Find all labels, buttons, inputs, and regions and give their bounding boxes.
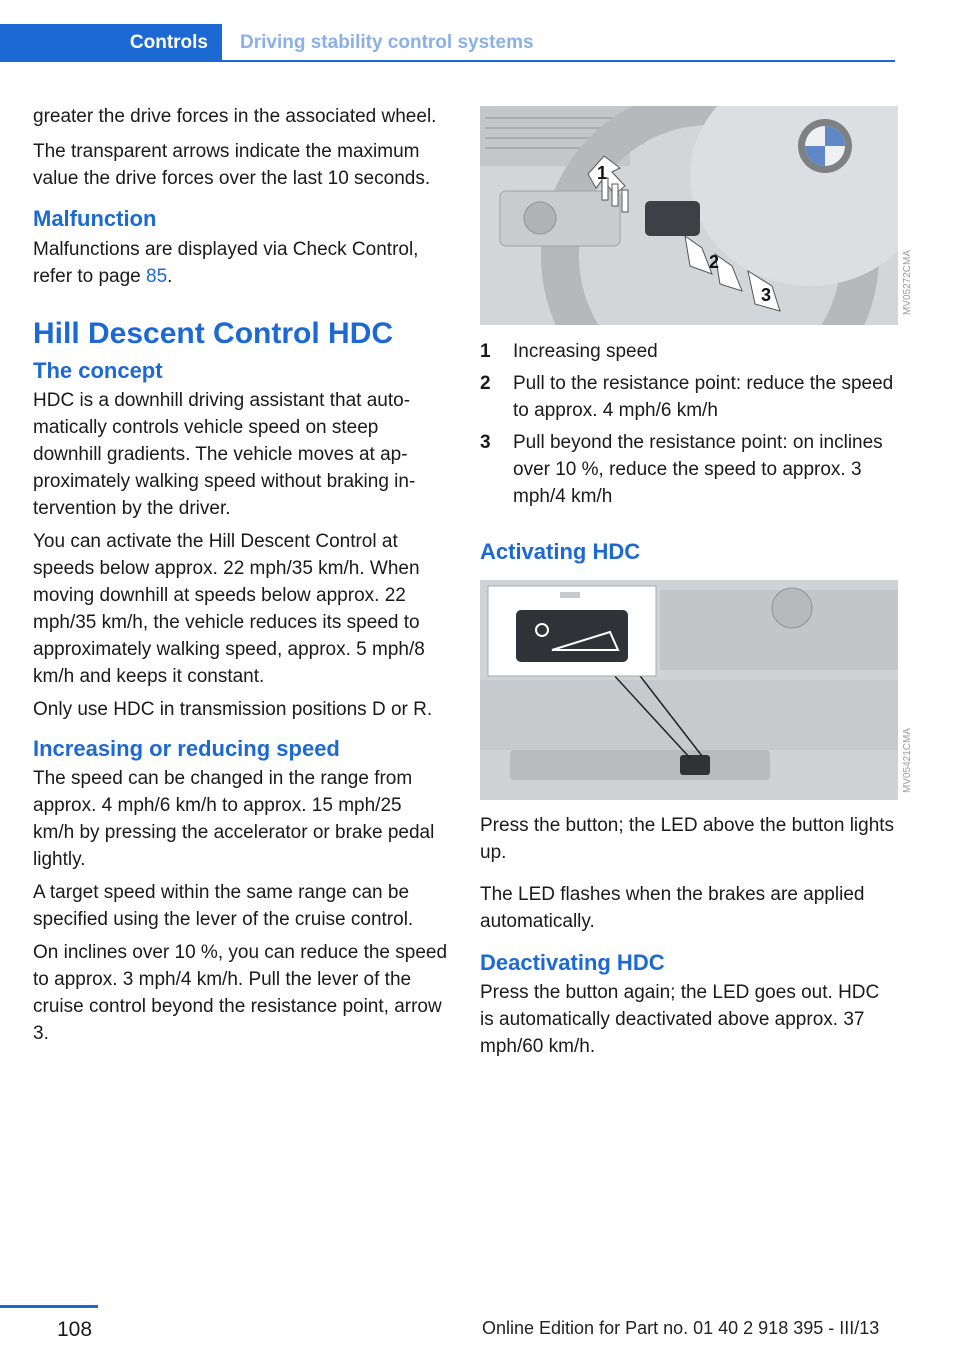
page-number: 108	[57, 1318, 93, 1341]
steering-wheel-figure	[480, 106, 898, 325]
item-text: Increasing speed	[513, 341, 658, 362]
paragraph: Press the button again; the LED goes out. HDC is automatically deactivated above approx. 37 mph/60 km/h.	[480, 982, 880, 1057]
paragraph: greater the drive forces in the associated wheel.	[33, 106, 437, 127]
paragraph: Only use HDC in transmission positions D or R.	[33, 699, 433, 720]
page-link[interactable]: 85	[146, 266, 168, 287]
header-rule	[222, 60, 895, 62]
numbered-list	[480, 338, 898, 515]
section-title: Driving stability control systems	[240, 32, 534, 53]
paragraph: A target speed within the same range can be specified using the lever of the cruise control.	[33, 882, 414, 930]
heading-malfunction: Malfunction	[33, 206, 157, 231]
heading-speed: Increasing or reducing speed	[33, 736, 340, 761]
item-number: 2	[480, 373, 491, 394]
arrow-label-2: 2	[709, 252, 720, 272]
heading-hdc: Hill Descent Control HDC	[33, 317, 394, 350]
list-item	[480, 429, 898, 510]
item-text: Pull to the resistance point: reduce the speed to approx. 4 mph/6 km/h	[513, 373, 894, 421]
left-column	[33, 103, 448, 1047]
paragraph: The transparent arrows indicate the maximum value the drive forces over the last 10 seconds.	[33, 141, 431, 189]
edition-text: Online Edition for Part no. 01 40 2 918 395 - III/13	[482, 1318, 880, 1338]
paragraph: HDC is a downhill driving assistant that automatically controls vehicle speed on steep downhill gradients. The vehicle moves at approximately walking speed without braking intervention by the driver.	[33, 390, 416, 519]
arrow-label-1: 1	[597, 163, 608, 183]
figure-code: MV05272CMA	[902, 250, 913, 316]
page-header	[0, 24, 895, 62]
text: .	[167, 266, 173, 287]
steering-wheel-illustration	[480, 106, 898, 325]
item-number: 1	[480, 341, 491, 362]
footer-rule	[0, 1305, 98, 1308]
paragraph	[33, 236, 448, 290]
text: Malfunctions are displayed via Check Control, refer to page	[33, 239, 419, 287]
list-item	[480, 370, 898, 424]
paragraph: Press the button; the LED above the button lights up.	[480, 815, 895, 863]
paragraph: You can activate the Hill Descent Control at speeds below approx. 22 mph/35 km/h. When moving downhill at speeds below approx. 22 mph/35 km/h, the vehicle reduces its speed to approximately walking speed, approx. 5 mph/8 km/h and keeps it constant.	[33, 531, 425, 687]
item-text: Pull beyond the resistance point: on inclines over 10 %, reduce the speed to approx. 3 mph/4 km/h	[513, 432, 883, 507]
list-item	[480, 338, 898, 365]
paragraph: The LED flashes when the brakes are applied automatically.	[480, 884, 865, 932]
chapter-tab: Controls	[0, 24, 222, 62]
paragraph: The speed can be changed in the range from approx. 4 mph/6 km/h to approx. 15 mph/25 km/h by pressing the accelerator or brake pedal lightly.	[33, 768, 435, 870]
hdc-button-figure	[480, 580, 898, 800]
arrow-label-3: 3	[761, 285, 772, 305]
heading-concept: The concept	[33, 358, 163, 383]
figure-code: MV05421CMA	[902, 728, 913, 794]
heading-activating: Activating HDC	[480, 539, 641, 564]
heading-deactivating: Deactivating HDC	[480, 950, 665, 975]
paragraph: On inclines over 10 %, you can reduce the speed to approx. 3 mph/4 km/h. Pull the lever of the cruise control beyond the resistance point, arrow 3.	[33, 942, 448, 1044]
item-number: 3	[480, 432, 491, 453]
console-illustration	[480, 580, 898, 800]
right-text	[480, 812, 898, 1060]
